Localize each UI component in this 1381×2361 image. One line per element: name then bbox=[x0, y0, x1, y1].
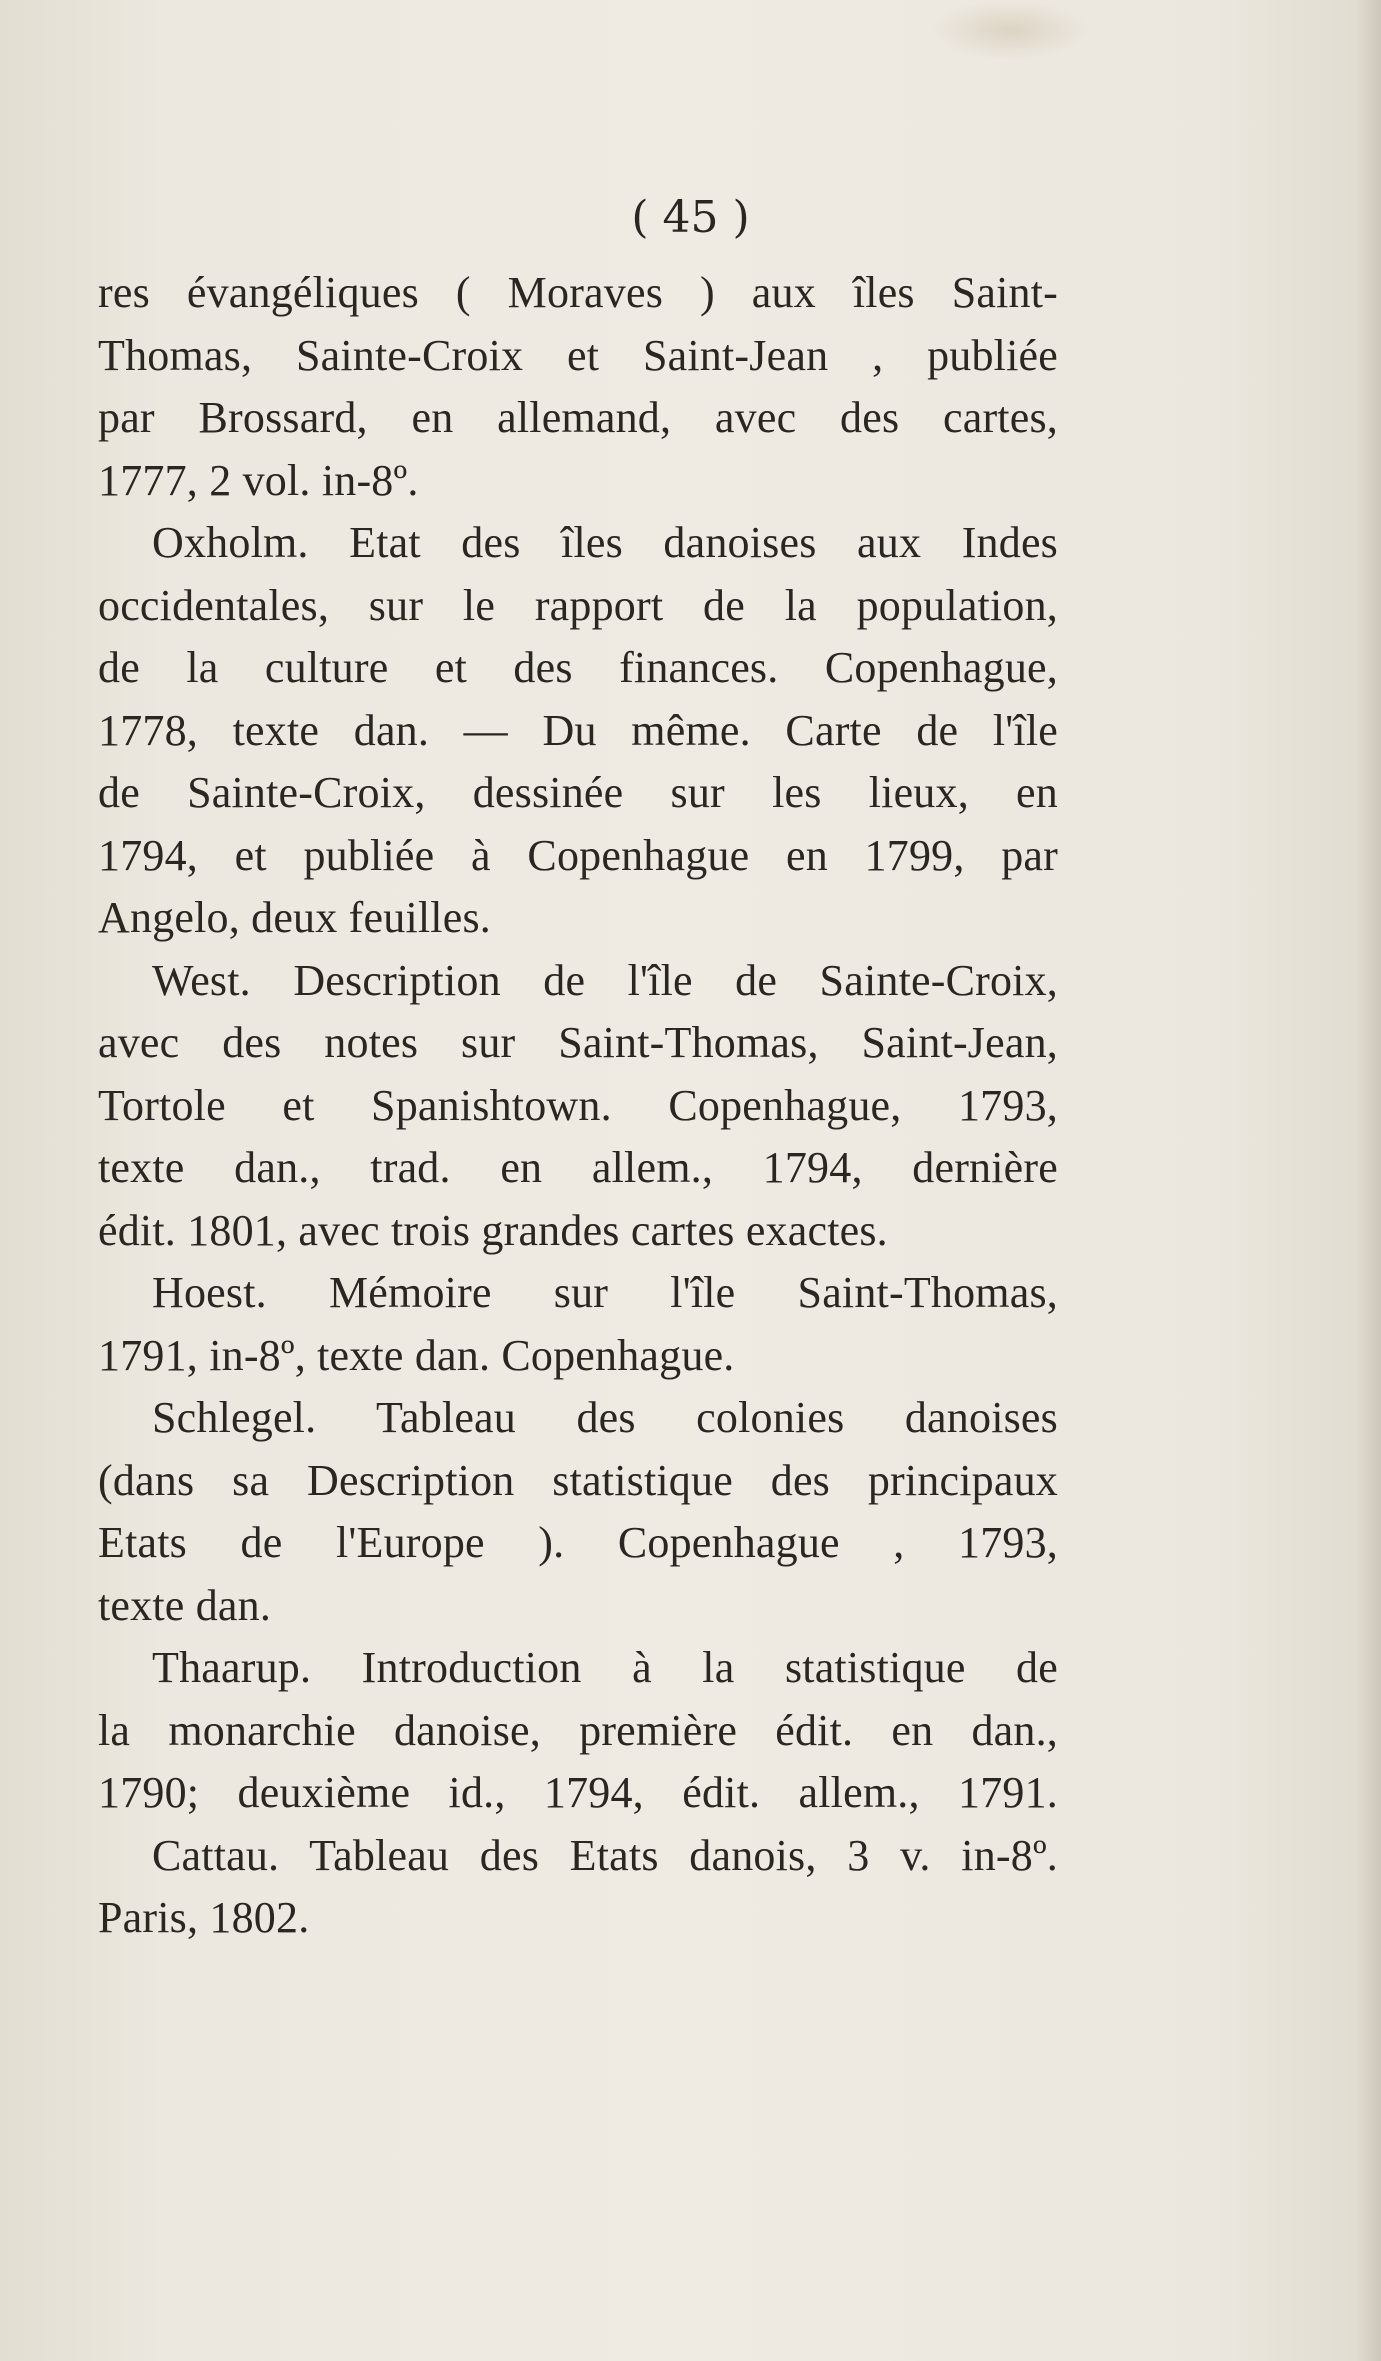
text-line: texte dan., trad. en allem., 1794, dernière bbox=[98, 1143, 1058, 1192]
text-line: Etats de l'Europe ). Copenhague , 1793, bbox=[98, 1518, 1058, 1567]
text-line: Oxholm. Etat des îles danoises aux Indes bbox=[152, 518, 1058, 567]
text-line: Thomas, Sainte-Croix et Saint-Jean , publiée bbox=[98, 330, 1058, 380]
text-line: res évangéliques ( Moraves ) aux îles Saint- bbox=[98, 268, 1058, 317]
page-edge-shadow bbox=[1355, 0, 1381, 2361]
text-line: West. Description de l'île de Sainte-Croix, bbox=[152, 955, 1058, 1005]
text-line: de Sainte-Croix, dessinée sur les lieux, en bbox=[98, 768, 1058, 817]
paper-stain bbox=[930, 0, 1090, 60]
text-line: Angelo, deux feuilles. bbox=[98, 893, 491, 942]
text-line: 1791, in-8º, texte dan. Copenhague. bbox=[98, 1330, 735, 1380]
text-line: par Brossard, en allemand, avec des cartes, bbox=[98, 393, 1058, 442]
body-text bbox=[98, 262, 1058, 1950]
text-line: (dans sa Description statistique des principaux bbox=[98, 1455, 1058, 1505]
text-line: 1794, et publiée à Copenhague en 1799, par bbox=[98, 830, 1058, 880]
text-line: texte dan. bbox=[98, 1580, 272, 1630]
text-line: 1777, 2 vol. in-8º. bbox=[98, 455, 419, 505]
text-line: la monarchie danoise, première édit. en dan., bbox=[98, 1705, 1058, 1755]
text-line: 1778, texte dan. — Du même. Carte de l'île bbox=[98, 705, 1058, 755]
text-line: Hoest. Mémoire sur l'île Saint-Thomas, bbox=[152, 1268, 1058, 1317]
text-line: Tortole et Spanishtown. Copenhague, 1793, bbox=[98, 1080, 1058, 1130]
text-line: Cattau. Tableau des Etats danois, 3 v. in-8º. bbox=[152, 1830, 1058, 1880]
text-line: Schlegel. Tableau des colonies danoises bbox=[152, 1393, 1058, 1442]
text-line: édit. 1801, avec trois grandes cartes exactes. bbox=[98, 1205, 888, 1255]
text-line: de la culture et des finances. Copenhague, bbox=[98, 643, 1058, 692]
text-line: occidentales, sur le rapport de la population, bbox=[98, 580, 1058, 630]
page-number: ( 45 ) bbox=[631, 192, 750, 243]
text-line: Paris, 1802. bbox=[98, 1893, 310, 1942]
text-line: 1790; deuxième id., 1794, édit. allem., 1791. bbox=[98, 1768, 1058, 1817]
text-line: Thaarup. Introduction à la statistique de bbox=[152, 1643, 1058, 1692]
text-line: avec des notes sur Saint-Thomas, Saint-Jean, bbox=[98, 1018, 1058, 1067]
